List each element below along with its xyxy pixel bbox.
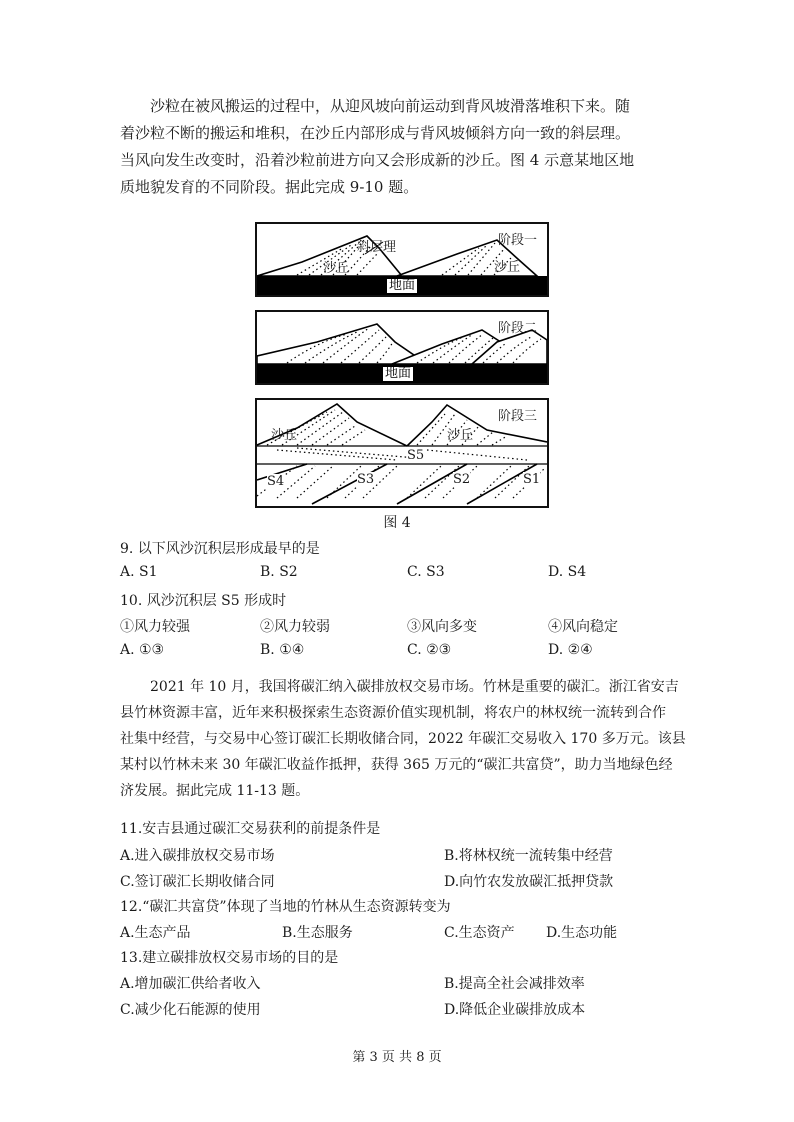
- q11-option-a[interactable]: A.进入碳排放权交易市场: [120, 848, 275, 864]
- q10-option-a[interactable]: A. ①③: [120, 642, 165, 658]
- layer-s1-label: S1: [523, 472, 541, 487]
- ground-label: 地面: [389, 278, 416, 293]
- dune-label-right: 沙丘: [494, 260, 521, 275]
- q9-option-b[interactable]: B. S2: [260, 564, 298, 580]
- question-12-stem: 12.“碳汇共富贷”体现了当地的竹林从生态资源转变为: [120, 899, 451, 915]
- question-12-options: [120, 922, 680, 942]
- figure-stage-2: [255, 310, 549, 385]
- q12-option-b[interactable]: B.生态服务: [282, 925, 353, 941]
- q11-option-d[interactable]: D.向竹农发放碳汇抵押贷款: [444, 874, 614, 890]
- question-13-stem: 13.建立碳排放权交易市场的目的是: [120, 950, 339, 966]
- passage-2-line: 某村以竹林未来 30 年碳汇收益作抵押，获得 365 万元的“碳汇共富贷”，助力当地绿色经: [120, 757, 673, 773]
- q13-option-a[interactable]: A.增加碳汇供给者收入: [120, 976, 261, 992]
- passage-1-line: 质地貌发育的不同阶段。据此完成 9-10 题。: [120, 178, 419, 196]
- passage-1-line: 着沙粒不断的搬运和堆积，在沙丘内部形成与背风坡倾斜方向一致的斜层理。: [120, 124, 631, 142]
- q13-option-d[interactable]: D.降低企业碳排放成本: [444, 1002, 586, 1018]
- question-10-statements: [120, 616, 680, 636]
- question-11-stem: 11.安吉县通过碳汇交易获利的前提条件是: [120, 821, 381, 837]
- passage-2-line: 社集中经营，与交易中心签订碳汇长期收储合同，2022 年碳汇交易收入 170 多万元。该县: [120, 731, 686, 747]
- question-9-options: [120, 564, 680, 584]
- passage-2-line: 济发展。据此完成 11-13 题。: [120, 783, 310, 799]
- q10-statement-4: ④风向稳定: [548, 619, 618, 635]
- figure-caption: 图 4: [383, 515, 411, 531]
- q10-statement-3: ③风向多变: [407, 619, 477, 635]
- question-13-options-row-1: [120, 973, 680, 993]
- passage-1-line: 沙粒在被风搬运的过程中，从迎风坡向前运动到背风坡滑落堆积下来。随: [150, 97, 631, 115]
- page-number: 第 3 页 共 8 页: [352, 1050, 442, 1065]
- q13-option-b[interactable]: B.提高全社会减排效率: [444, 976, 585, 992]
- ground-label: 地面: [385, 366, 412, 381]
- layer-s3-label: S3: [357, 472, 375, 487]
- q9-option-c[interactable]: C. S3: [407, 564, 445, 580]
- layer-s4-label: S4: [267, 474, 285, 489]
- question-10-stem: 10. 风沙沉积层 S5 形成时: [120, 593, 287, 609]
- q10-option-b[interactable]: B. ①④: [260, 642, 305, 658]
- figure-stage-3: [255, 398, 549, 508]
- q12-option-a[interactable]: A.生态产品: [120, 925, 191, 941]
- layer-s2-label: S2: [453, 472, 471, 487]
- question-10-options: [120, 642, 680, 662]
- question-11-options-row-2: [120, 871, 680, 891]
- stage-1-title: 阶段一: [497, 233, 537, 248]
- q11-option-c[interactable]: C.签订碳汇长期收储合同: [120, 874, 275, 890]
- question-11-options-row-1: [120, 845, 680, 865]
- q10-statement-1: ①风力较强: [120, 619, 190, 635]
- passage-1: [120, 93, 680, 201]
- q10-option-d[interactable]: D. ②④: [548, 642, 593, 658]
- layer-s5-label: S5: [407, 448, 425, 463]
- q9-option-a[interactable]: A. S1: [120, 564, 158, 580]
- dune-label-right: 沙丘: [447, 428, 474, 443]
- cross-bedding-label: 斜层理: [357, 240, 397, 255]
- q10-statement-2: ②风力较弱: [260, 619, 330, 635]
- passage-2-line: 2021 年 10 月，我国将碳汇纳入碳排放权交易市场。竹林是重要的碳汇。浙江省安吉: [150, 679, 679, 695]
- question-9-stem: 9. 以下风沙沉积层形成最早的是: [120, 541, 320, 557]
- stage-3-title: 阶段三: [497, 409, 537, 424]
- passage-2: [120, 674, 686, 804]
- q12-option-d[interactable]: D.生态功能: [546, 925, 618, 941]
- q11-option-b[interactable]: B.将林权统一流转集中经营: [444, 848, 613, 864]
- q9-option-d[interactable]: D. S4: [548, 564, 587, 580]
- passage-1-line: 当风向发生改变时，沿着沙粒前进方向又会形成新的沙丘。图 4 示意某地区地: [120, 151, 635, 169]
- figure-stage-1: [255, 222, 549, 297]
- q13-option-c[interactable]: C.减少化石能源的使用: [120, 1002, 261, 1018]
- q10-option-c[interactable]: C. ②③: [407, 642, 452, 658]
- q12-option-c[interactable]: C.生态资产: [444, 925, 515, 941]
- dune-label-left: 沙丘: [323, 261, 350, 276]
- passage-2-line: 县竹林资源丰富，近年来积极探索生态资源价值实现机制，将农户的林权统一流转到合作: [120, 705, 666, 721]
- question-13-options-row-2: [120, 999, 680, 1019]
- stage-2-title: 阶段二: [497, 321, 537, 336]
- dune-label-left: 沙丘: [271, 428, 298, 443]
